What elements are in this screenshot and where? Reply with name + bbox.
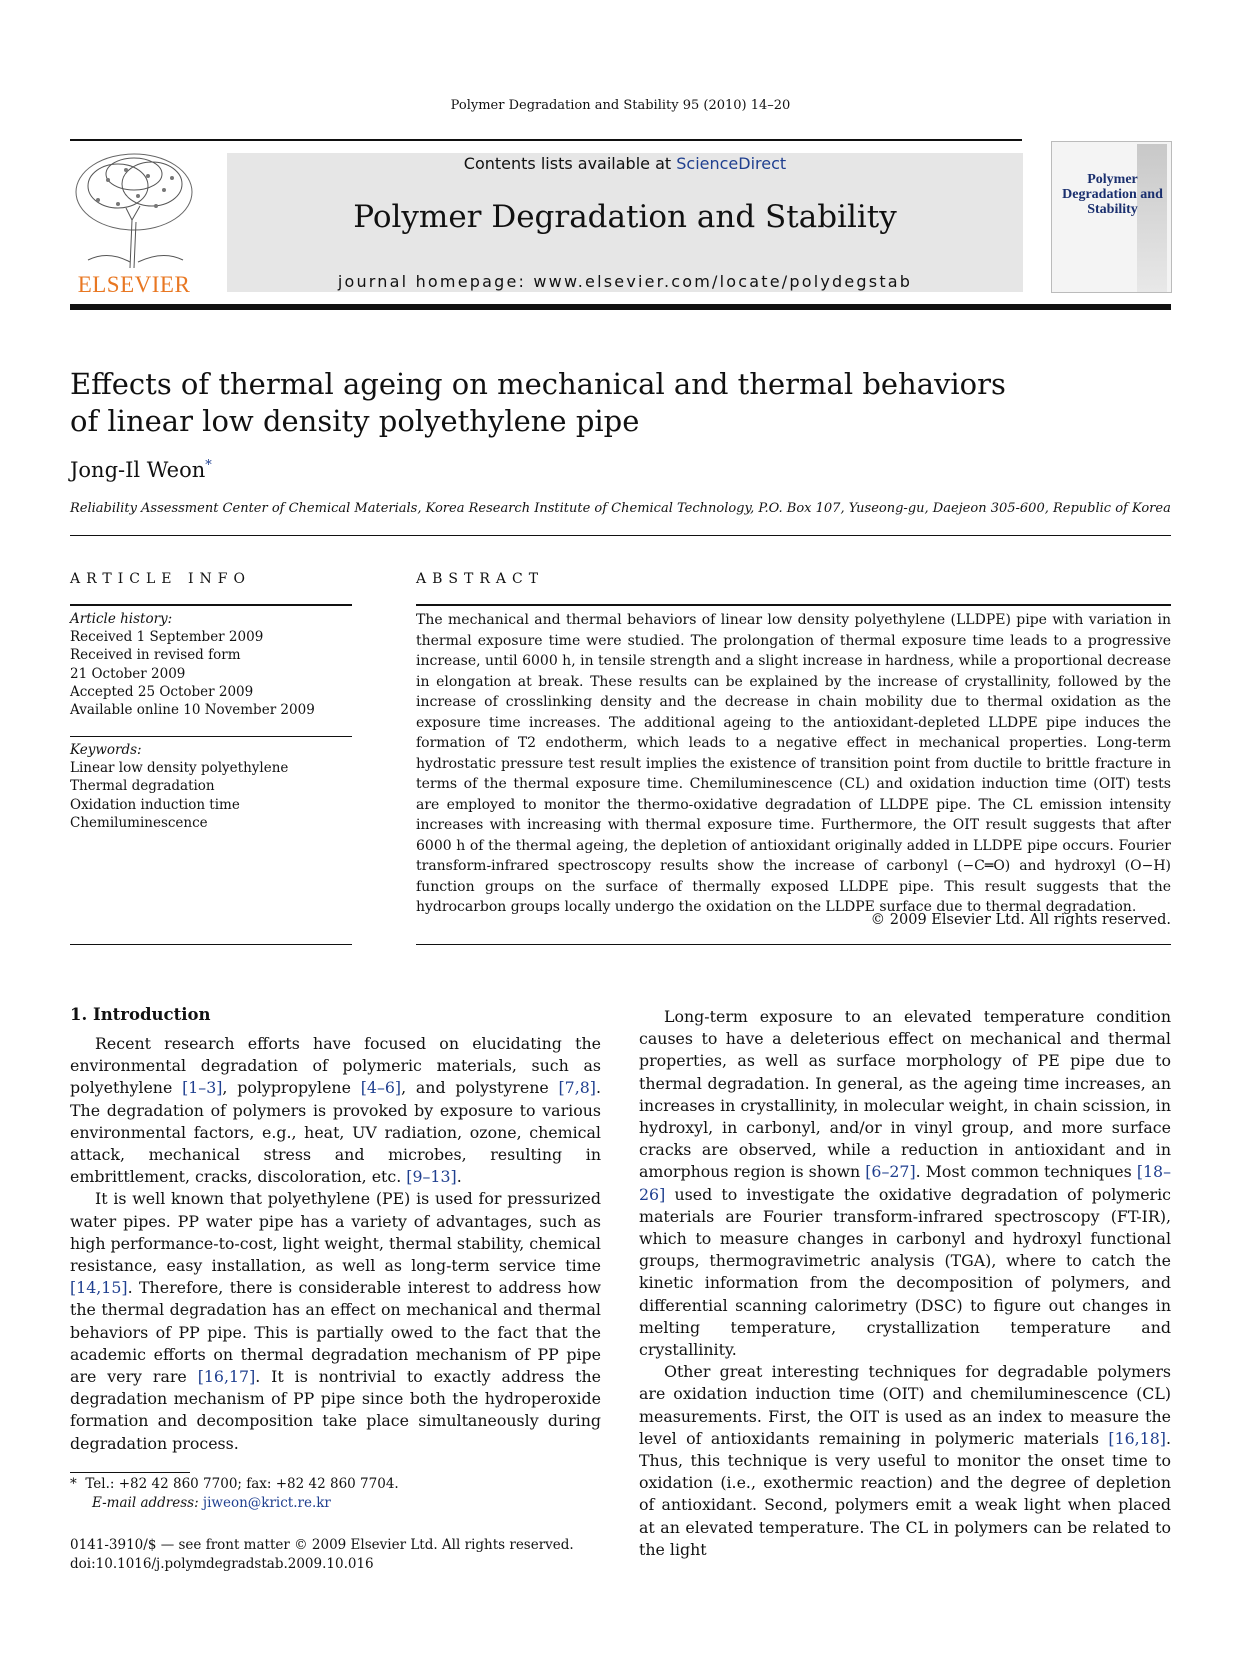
footnote-contact <box>70 1475 601 1494</box>
keywords <box>70 741 352 832</box>
reference-link[interactable]: [7,8] <box>558 1078 596 1098</box>
reference-link[interactable]: [16,18] <box>1108 1428 1166 1448</box>
paragraph <box>639 1361 1171 1561</box>
elsevier-wordmark: ELSEVIER <box>77 272 191 297</box>
page-footer <box>70 1536 601 1574</box>
journal-name: Polymer Degradation and Stability <box>353 199 897 235</box>
article-info-rule <box>70 604 352 606</box>
reference-link[interactable]: [4–6] <box>360 1078 402 1098</box>
paragraph <box>639 1006 1171 1361</box>
author-footnote-mark[interactable]: * <box>205 458 212 473</box>
header-thick-rule <box>70 304 1171 310</box>
reference-link[interactable]: [16,17] <box>197 1367 256 1387</box>
title-line-1: Effects of thermal ageing on mechanical and thermal behaviors <box>70 367 1006 401</box>
text-run: . Most common techniques <box>915 1162 1137 1182</box>
reference-link[interactable]: [6–27] <box>865 1162 916 1182</box>
author <box>70 458 212 482</box>
history-item: Received in revised form <box>70 647 241 664</box>
text-run: , and polystyrene <box>401 1078 559 1098</box>
abstract-bottom-rule <box>416 944 1171 945</box>
text-run: Other great interesting techniques for degradable polymers are oxidation induction time (OIT) and chemiluminescence (CL) measurements. First, the OIT is used as an index to measure the level of antioxidants remaining in polymeric materials <box>639 1362 1171 1448</box>
body-column-right <box>639 1006 1171 1561</box>
contents-line <box>227 154 1023 173</box>
affiliation: Reliability Assessment Center of Chemical Materials, Korea Research Institute of Chemical Technology, P.O. Box 107, Yuseong-gu, Daejeon 305-600, Republic of Korea <box>70 501 1171 516</box>
cover-decoration <box>1137 144 1167 292</box>
abstract-heading: ABSTRACT <box>416 571 545 587</box>
article-history <box>70 610 352 719</box>
title-line-2: of linear low density polyethylene pipe <box>70 404 640 438</box>
journal-cover-thumbnail <box>1051 141 1172 293</box>
contents-prefix: Contents lists available at <box>463 154 677 173</box>
section-heading: 1. Introduction <box>70 1005 211 1024</box>
keyword-item: Chemiluminescence <box>70 814 208 831</box>
corresponding-author-footnote <box>70 1475 601 1513</box>
issn-line: 0141-3910/$ — see front matter © 2009 Elsevier Ltd. All rights reserved. <box>70 1537 574 1553</box>
article-title <box>70 366 1120 440</box>
text-run: It is well known that polyethylene (PE) is used for pressurized water pipes. PP water pipe has a variety of advantages, such as high performance-to-cost, light weight, thermal stability, chemical resistance, easy installation, as well as long-term service time <box>70 1189 601 1276</box>
history-item: 21 October 2009 <box>70 665 186 682</box>
title-rule <box>70 535 1171 536</box>
text-run: . The degradation of polymers is provoked by exposure to various environmental factors, e.g., heat, UV radiation, ozone, chemical attack, mechanical stress and microbes, resulting in embrittlement, cracks, discoloration, etc. <box>70 1078 601 1187</box>
footnote-rule <box>70 1472 190 1473</box>
history-rule <box>70 736 352 737</box>
journal-homepage[interactable]: journal homepage: www.elsevier.com/locate/polydegstab <box>337 272 913 291</box>
paragraph <box>70 1188 601 1454</box>
cover-title: Polymer Degradation and Stability <box>1062 172 1163 217</box>
text-run: Recent research efforts have focused on elucidating the environmental degradation of polymeric materials, such as polyethylene <box>70 1034 601 1098</box>
text-run: . It is nontrivial to exactly address the degradation mechanism of PP pipe since both the hydroperoxide formation and decomposition take place simultaneously during degradation process. <box>70 1367 602 1453</box>
text-run: . Thus, this technique is very useful to monitor the onset time to oxidation (i.e., exothermic reaction) and the degree of depletion of antioxidant. Second, polymers emit a weak light when placed at an elevated temperature. The CL in polymers can be related to the light <box>639 1428 1171 1559</box>
email-label: E-mail address: <box>92 1495 203 1511</box>
history-item: Received 1 September 2009 <box>70 629 264 646</box>
history-item: Available online 10 November 2009 <box>70 702 315 719</box>
history-item: Accepted 25 October 2009 <box>70 683 254 700</box>
header-rule <box>70 139 1022 141</box>
reference-link[interactable]: [9–13] <box>406 1167 457 1187</box>
author-name: Jong-Il Weon <box>70 458 206 482</box>
body-column-left <box>70 1033 601 1455</box>
article-info-bottom-rule <box>70 944 352 945</box>
abstract-rule <box>416 604 1171 606</box>
doi-link[interactable]: doi:10.1016/j.polymdegradstab.2009.10.016 <box>70 1556 374 1572</box>
reference-link[interactable]: [1–3] <box>182 1078 223 1098</box>
sciencedirect-link[interactable]: ScienceDirect <box>676 154 787 173</box>
keyword-item: Linear low density polyethylene <box>70 760 289 777</box>
text-run: , polypropylene <box>222 1078 361 1098</box>
text-run: used to investigate the oxidative degradation of polymeric materials are Fourier transform-infrared spectroscopy (FT-IR), which to measure changes in carbonyl and hydroxyl functional groups, thermogravimetric analysis (TGA), where to catch the kinetic information from the decomposition of polymers, and differential scanning calorimetry (DSC) to figure out changes in melting temperature, crystallization temperature and crystallinity. <box>639 1184 1171 1360</box>
keyword-item: Oxidation induction time <box>70 796 240 813</box>
article-info-heading: ARTICLE INFO <box>70 571 251 587</box>
text-run: . <box>456 1167 462 1187</box>
footnote-tel: Tel.: +82 42 860 7700; fax: +82 42 860 7704. <box>85 1476 399 1492</box>
footnote-email-line <box>70 1494 601 1513</box>
keywords-label: Keywords: <box>70 742 142 758</box>
history-label: Article history: <box>70 611 173 627</box>
paragraph <box>70 1033 601 1188</box>
email-link[interactable]: jiweon@krict.re.kr <box>202 1495 331 1511</box>
abstract-text: The mechanical and thermal behaviors of linear low density polyethylene (LLDPE) pipe with variation in thermal exposure time were studied. The prolongation of thermal exposure time leads to a progressive increase, until 6000 h, in tensile strength and a slight increase in hardness, while a proportional decrease in elongation at break. These results can be explained by the increase of crystallinity, followed by the increase of crosslinking density and the decrease in chain mobility due to thermal oxidation as the exposure time increases. The additional ageing to the antioxidant-depleted LLDPE pipe induces the formation of T2 endotherm, which leads to a negative effect in mechanical properties. Long-term hydrostatic pressure test result implies the existence of transition point from ductile to brittle fracture in terms of the thermal exposure time. Chemiluminescence (CL) and oxidation induction time (OIT) tests are employed to monitor the thermo-oxidative degradation of LLDPE pipe. The CL emission intensity increases with increasing with thermal exposure time. Furthermore, the OIT result suggests that after 6000 h of the thermal ageing, the depletion of antioxidant originally added in LLDPE pipe occurs. Fourier transform-infrared spectroscopy results show the increase of carbonyl (−C═O) and hydroxyl (O−H) function groups on the surface of thermally exposed LLDPE pipe. This result suggests that the hydrocarbon groups locally undergo the oxidation on the LLDPE surface due to thermal degradation. <box>416 612 1171 915</box>
text-run: . Therefore, there is considerable interest to address how the thermal degradation has an effect on mechanical and thermal behaviors of PP pipe. This is partially owed to the fact that the academic efforts on thermal degradation mechanism of PP pipe are very rare <box>70 1278 601 1387</box>
text-run: Long-term exposure to an elevated temperature condition causes to have a deleterious effect on mechanical and thermal properties, as well as surface morphology of PE pipe due to thermal degradation. In general, as the ageing time increases, an increases in crystallinity, in molecular weight, in chain scission, in hydroxyl, in carbonyl, and/or in vinyl group, and more surface cracks are observed, while a reduction in antioxidant and in amorphous region is shown <box>639 1007 1171 1182</box>
reference-link[interactable]: [14,15] <box>70 1278 128 1298</box>
abstract-copyright: © 2009 Elsevier Ltd. All rights reserved. <box>870 912 1171 928</box>
journal-citation: Polymer Degradation and Stability 95 (2010) 14–20 <box>450 98 791 113</box>
keyword-item: Thermal degradation <box>70 778 215 795</box>
reference-link[interactable]: [18–26] <box>639 1162 1171 1204</box>
footnote-mark: * <box>70 1476 77 1492</box>
